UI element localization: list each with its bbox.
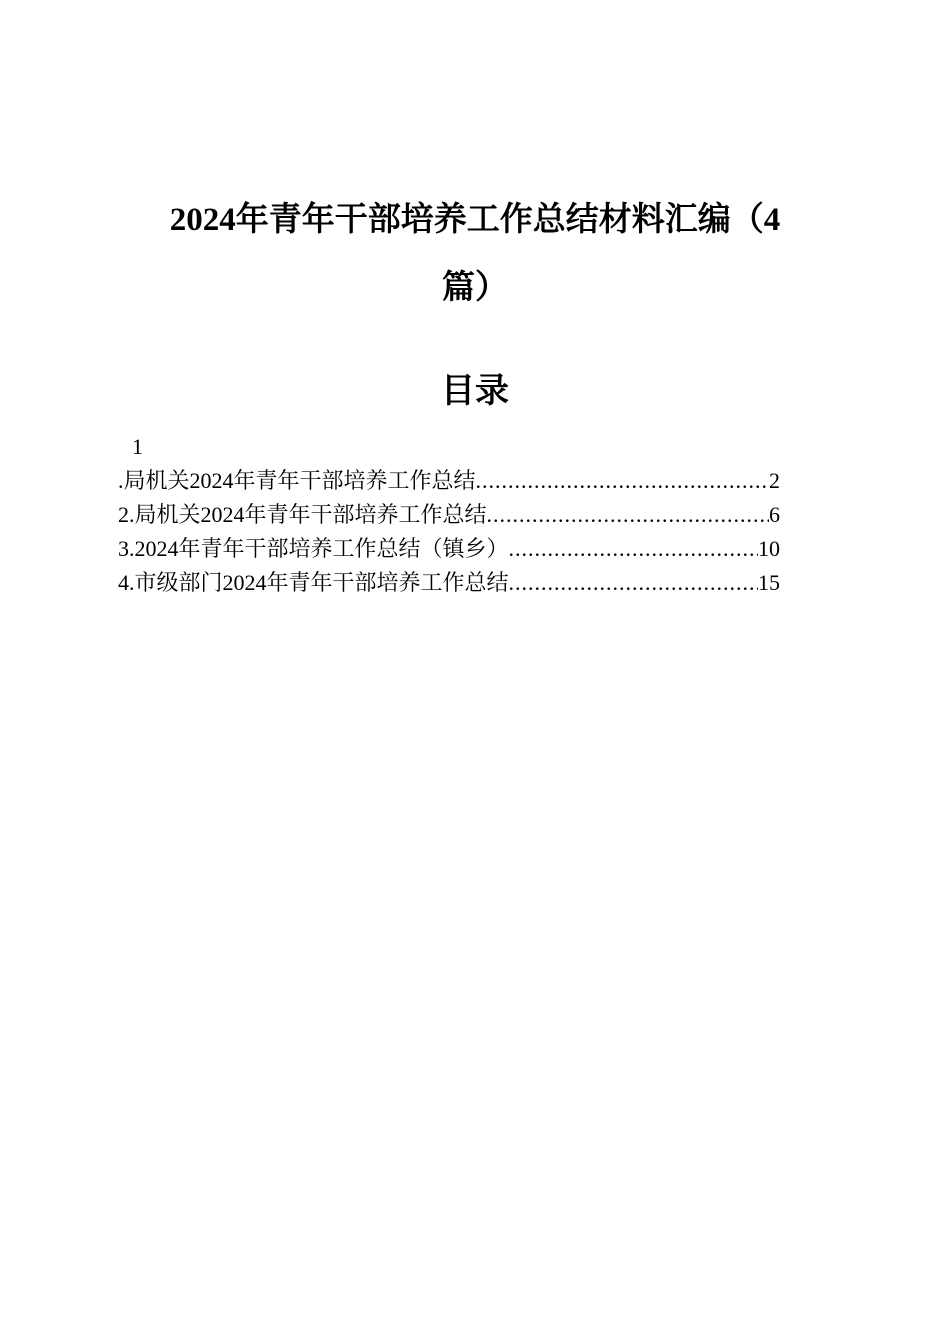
toc-page-number: 2	[769, 468, 780, 493]
toc-dot-leader	[509, 566, 758, 600]
toc-dot-leader	[487, 498, 769, 532]
toc-dot-leader	[476, 464, 769, 498]
toc-entry-text: 4.市级部门2024年青年干部培养工作总结	[118, 570, 509, 595]
toc-entry-1[interactable]	[118, 464, 780, 498]
table-of-contents	[118, 430, 780, 600]
toc-entry-4[interactable]	[118, 566, 780, 600]
toc-heading: 目录	[441, 373, 509, 410]
toc-dot-leader	[509, 532, 758, 566]
document-title-line-2: 篇）	[442, 270, 508, 306]
toc-page-number: 10	[758, 536, 780, 561]
toc-entry-text: .局机关2024年青年干部培养工作总结	[118, 468, 476, 493]
toc-entry-text: 2.局机关2024年青年干部培养工作总结	[118, 502, 487, 527]
toc-entry-3[interactable]	[118, 532, 780, 566]
toc-page-number: 6	[769, 502, 780, 527]
toc-stray-number: 1	[132, 434, 143, 459]
toc-entry-2[interactable]	[118, 498, 780, 532]
toc-entry-text: 3.2024年青年干部培养工作总结（镇乡）	[118, 536, 509, 561]
document-title-line-1: 2024年青年干部培养工作总结材料汇编（4	[169, 202, 781, 238]
toc-page-number: 15	[758, 570, 780, 595]
